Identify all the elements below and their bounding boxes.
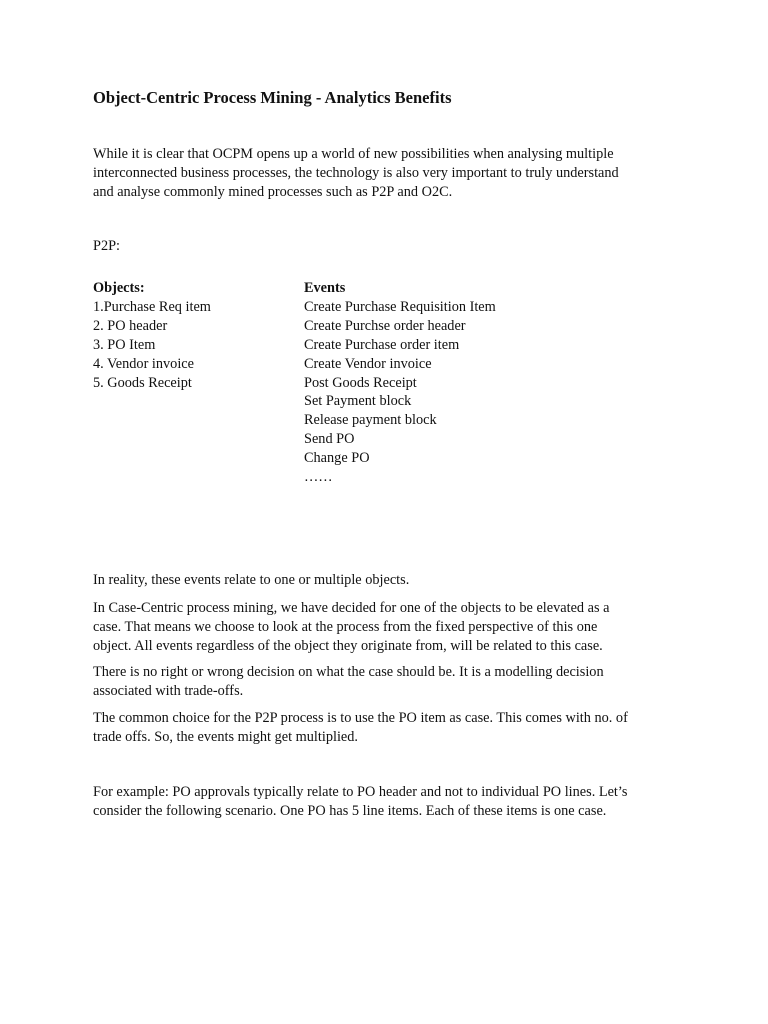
paragraph-line: consider the following scenario. One PO has 5 line items. Each of these items is one case. xyxy=(93,803,607,819)
events-header: Events xyxy=(304,280,346,296)
event-item: Create Vendor invoice xyxy=(304,355,432,372)
objects-list xyxy=(93,279,211,392)
paragraph-line: case. That means we choose to look at the process from the fixed perspective of this one xyxy=(93,619,598,635)
body-paragraph xyxy=(93,571,693,590)
paragraph-line: associated with trade-offs. xyxy=(93,683,244,699)
object-item: 1.Purchase Req item xyxy=(93,298,211,315)
event-item: Post Goods Receipt xyxy=(304,374,417,391)
paragraph-line: For example: PO approvals typically relate to PO header and not to individual PO lines. Let’s xyxy=(93,784,628,800)
paragraph-line: The common choice for the P2P process is to use the PO item as case. This comes with no. of xyxy=(93,710,628,726)
paragraph-line: trade offs. So, the events might get multiplied. xyxy=(93,729,358,745)
event-item: Create Purchase Requisition Item xyxy=(304,298,496,315)
paragraph-line: There is no right or wrong decision on what the case should be. It is a modelling decision xyxy=(93,664,604,680)
body-paragraph xyxy=(93,663,693,701)
objects-header: Objects: xyxy=(93,280,145,296)
intro-line: While it is clear that OCPM opens up a world of new possibilities when analysing multiple xyxy=(93,146,614,162)
section-label-p2p: P2P: xyxy=(93,238,121,254)
object-item: 4. Vendor invoice xyxy=(93,355,194,372)
object-item: 3. PO Item xyxy=(93,336,156,353)
event-item: Send PO xyxy=(304,431,355,448)
events-list xyxy=(304,279,496,487)
event-item: Change PO xyxy=(304,450,370,467)
intro-paragraph xyxy=(93,145,693,202)
document-title: Object-Centric Process Mining - Analytics Benefits xyxy=(93,88,452,107)
paragraph-line: In Case-Centric process mining, we have decided for one of the objects to be elevated as a xyxy=(93,600,610,616)
paragraph-line: object. All events regardless of the object they originate from, will be related to this case. xyxy=(93,638,603,654)
event-item: Set Payment block xyxy=(304,393,412,410)
event-item: Create Purchase order item xyxy=(304,336,460,353)
object-item: 5. Goods Receipt xyxy=(93,374,192,391)
object-item: 2. PO header xyxy=(93,317,168,334)
body-paragraph xyxy=(93,599,693,656)
paragraph-line: In reality, these events relate to one or multiple objects. xyxy=(93,572,410,588)
intro-line: and analyse commonly mined processes such as P2P and O2C. xyxy=(93,184,453,200)
event-item: Release payment block xyxy=(304,412,437,429)
event-item: …… xyxy=(304,469,333,486)
intro-line: interconnected business processes, the technology is also very important to truly understand xyxy=(93,165,619,181)
body-paragraph xyxy=(93,783,693,821)
body-paragraph xyxy=(93,709,693,747)
event-item: Create Purchse order header xyxy=(304,317,466,334)
